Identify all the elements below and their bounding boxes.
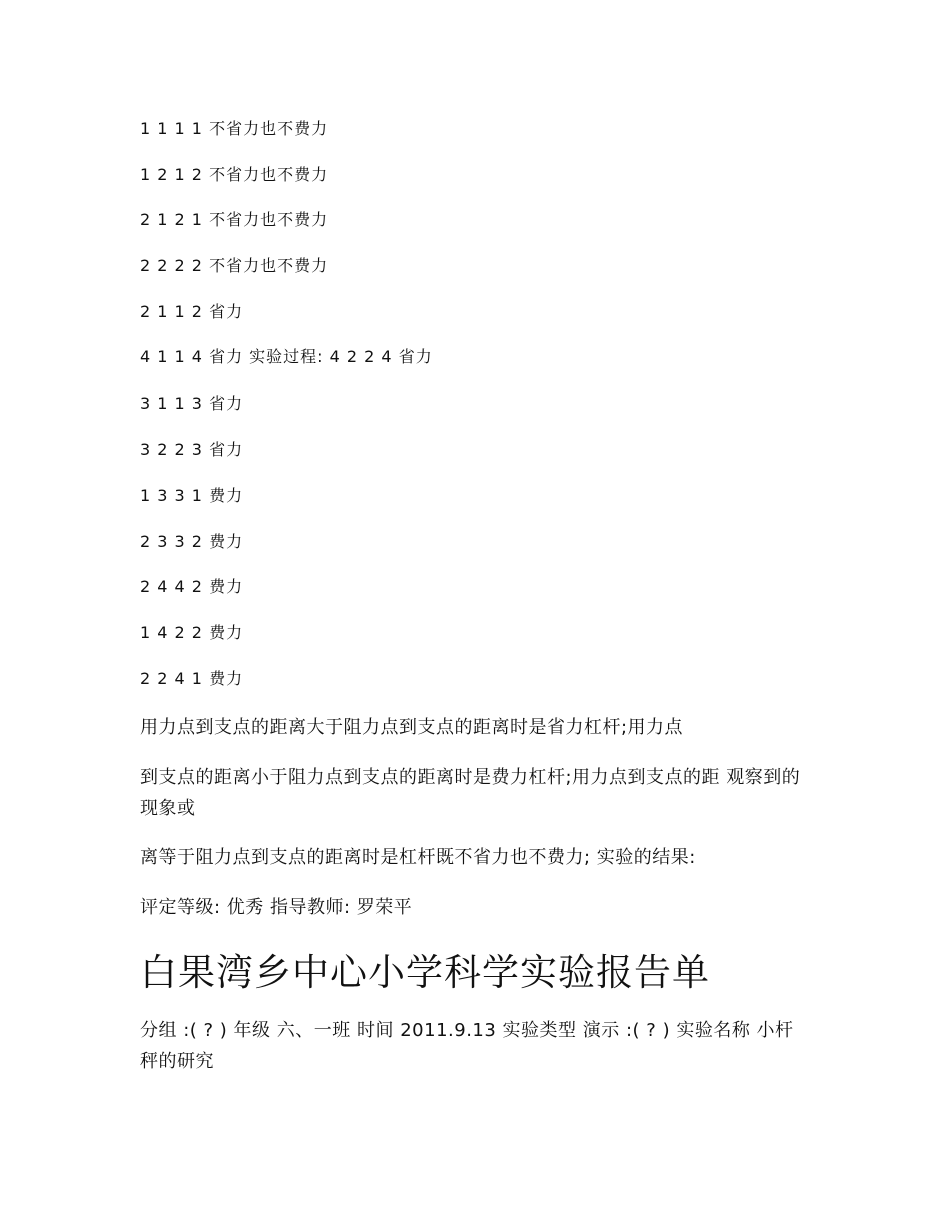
table-row: 2 2 4 1 费力 — [140, 669, 244, 688]
table-row: 4 1 1 4 省力 实验过程: 4 2 2 4 省力 — [140, 347, 433, 366]
table-row: 2 1 2 1 不省力也不费力 — [140, 210, 329, 229]
report-info-line: 分组 :( ? ) 年级 六、一班 时间 2011.9.13 实验类型 演示 :( ? ) 实验名称 小杆秤的研究 — [140, 1020, 794, 1072]
table-row: 2 3 3 2 费力 — [140, 532, 244, 551]
table-row: 1 4 2 2 费力 — [140, 623, 244, 642]
table-row: 2 1 1 2 省力 — [140, 302, 244, 321]
table-row: 3 1 1 3 省力 — [140, 394, 244, 413]
conclusion-paragraph: 离等于阻力点到支点的距离时是杠杆既不省力也不费力; 实验的结果: — [140, 847, 696, 868]
table-row: 3 2 2 3 省力 — [140, 440, 244, 459]
report-title: 白果湾乡中心小学科学实验报告单 — [140, 951, 710, 994]
conclusion-paragraph: 到支点的距离小于阻力点到支点的距离时是费力杠杆;用力点到支点的距 观察到的现象或 — [140, 767, 801, 819]
table-row: 2 4 4 2 费力 — [140, 577, 244, 596]
conclusion-paragraph: 用力点到支点的距离大于阻力点到支点的距离时是省力杠杆;用力点 — [140, 717, 684, 738]
table-row: 1 1 1 1 不省力也不费力 — [140, 119, 329, 138]
table-row: 1 3 3 1 费力 — [140, 486, 244, 505]
grading-line: 评定等级: 优秀 指导教师: 罗荣平 — [140, 897, 413, 918]
table-row: 1 2 1 2 不省力也不费力 — [140, 165, 329, 184]
table-row: 2 2 2 2 不省力也不费力 — [140, 256, 329, 275]
